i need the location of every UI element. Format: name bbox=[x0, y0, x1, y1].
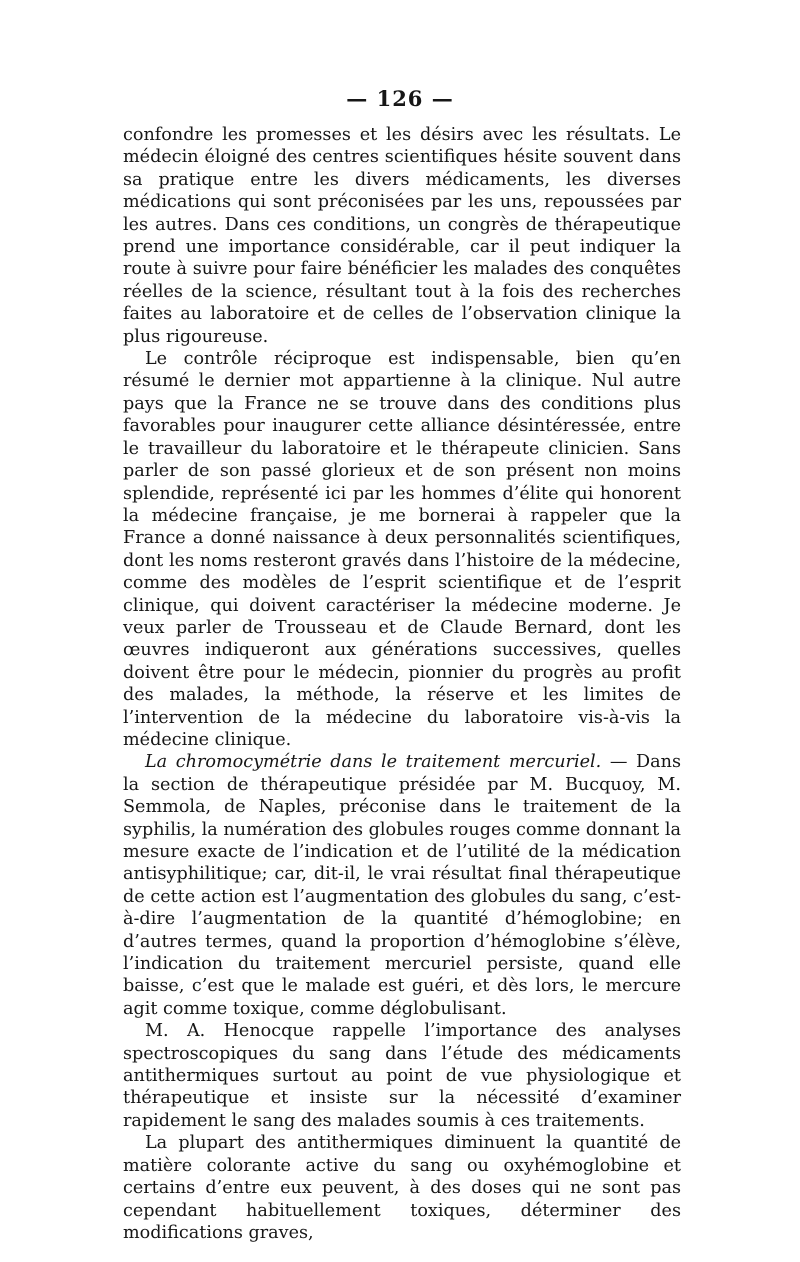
paragraph-chromocymetrie bbox=[123, 751, 681, 1020]
paragraph-antithermiques: La plupart des antithermiques diminuent la quantité de matière colorante active du sang ou oxyhémoglobine et certains d’entre eux peuvent, à des doses qui ne sont pas cependant habituellement toxiques, déterminer des modifications graves, bbox=[123, 1133, 681, 1243]
section-heading: La chromocymétrie dans le traitement mercuriel. bbox=[145, 752, 602, 773]
body-text bbox=[123, 124, 681, 1244]
paragraph-controle-reciproque: Le contrôle réciproque est indispensable, bien qu’en résumé le dernier mot appartienne à la clinique. Nul autre pays que la France ne se trouve dans des conditions plus favorables pour inaugurer cette alliance désintéressée, entre le travailleur du laboratoire et le thérapeute clinicien. Sans parler de son passé glorieux et de son présent non moins splendide, représenté ici par les hommes d’élite qui honorent la médecine française, je me bornerai à rappeler que la France a donné naissance à deux personnalités scientifiques, dont les noms resteront gravés dans l’histoire de la médecine, comme des modèles de l’esprit scientifique et de l’esprit clinique, qui doivent caractériser la médecine moderne. Je veux parler de Trousseau et de Claude Bernard, dont les œuvres indiqueront aux générations successives, quelles doivent être pour le médecin, pionnier du progrès au profit des malades, la méthode, la réserve et les limites de l’intervention de la médecine du laboratoire vis-à-vis la médecine clinique. bbox=[123, 349, 681, 750]
page-number: — 126 — bbox=[346, 86, 454, 111]
paragraph-continuation: confondre les promesses et les désirs avec les résultats. Le médecin éloigné des centres scientifiques hésite souvent dans sa pratique entre les divers médicaments, les diverses médications qui sont préconisées par les uns, repoussées par les autres. Dans ces conditions, un congrès de thérapeutique prend une importance considérable, car il peut indiquer la route à suivre pour faire bénéficier les malades des conquêtes réelles de la science, résultant tout à la fois des recherches faites au laboratoire et de celles de l’observation clinique la plus rigoureuse. bbox=[123, 125, 681, 347]
paragraph-chromocymetrie-text: — Dans la section de thérapeutique présidée par M. Bucquoy, M. Semmola, de Naples, préconise dans le traitement de la syphilis, la numération des globules rouges comme donnant la mesure exacte de l’indication et de l’utilité de la médication antisyphilitique; car, dit-il, le vrai résultat final thérapeutique de cette action est l’augmentation des globules du sang, c’est-à-dire l’augmentation de la quantité d’hémoglobine; en d’autres termes, quand la proportion d’hémoglobine s’élève, l’indication du traitement mercuriel persiste, quand elle baisse, c’est que le malade est guéri, et dès lors, le mercure agit comme toxique, comme déglobulisant. bbox=[123, 752, 682, 1019]
paragraph-henocque: M. A. Henocque rappelle l’importance des analyses spectroscopiques du sang dans l’étude des médicaments antithermiques surtout au point de vue physiologique et thérapeutique et insiste sur la nécessité d’examiner rapidement le sang des malades soumis à ces traitements. bbox=[123, 1021, 681, 1131]
